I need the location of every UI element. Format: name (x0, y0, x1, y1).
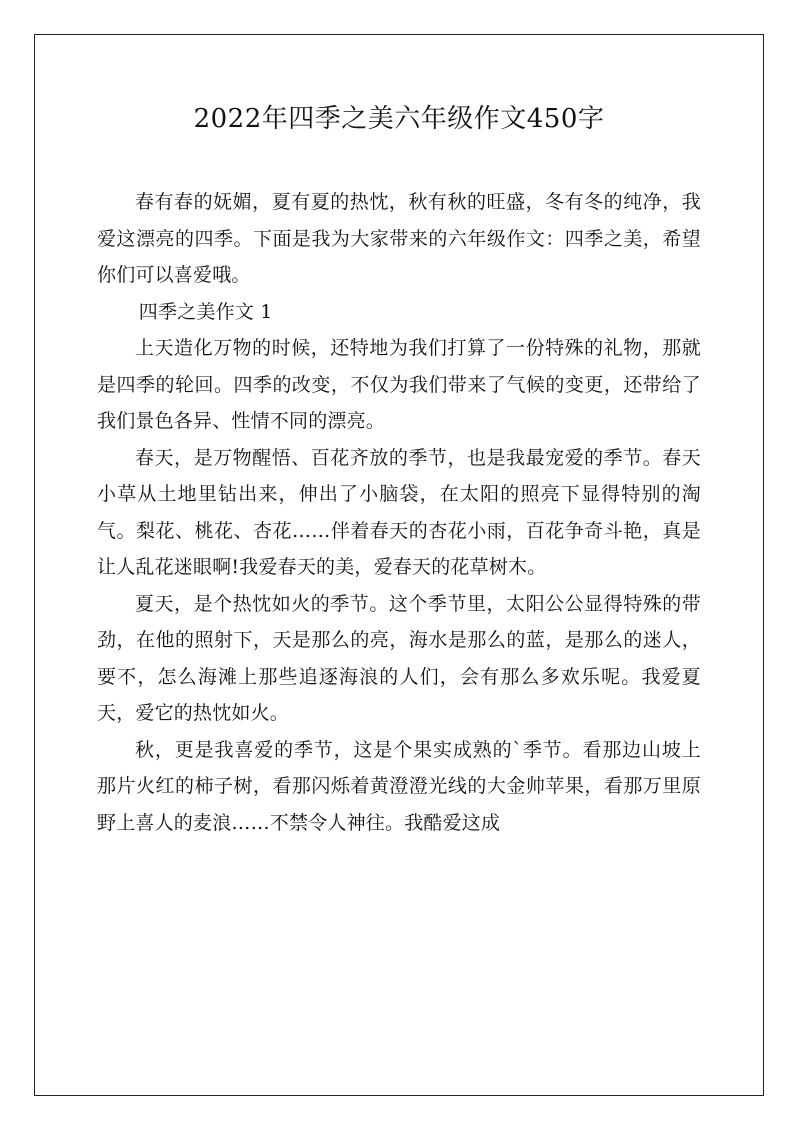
intro-paragraph: 春有春的妩媚，夏有夏的热忱，秋有秋的旺盛，冬有冬的纯净，我爱这漂亮的四季。下面是我为大家带来的六年级作文：四季之美，希望你们可以喜爱哦。 (97, 191, 701, 286)
paragraph-summer: 夏天，是个热忱如火的季节。这个季节里，太阳公公显得特殊的带劲，在他的照射下，天是那么的亮，海水是那么的蓝，是那么的迷人，要不，怎么海滩上那些追逐海浪的人们，会有那么多欢乐呢。我爱夏天，爱它的热忱如火。 (97, 592, 701, 724)
document-title: 2022年四季之美六年级作文450字 (193, 104, 605, 134)
paragraph-autumn: 秋，更是我喜爱的季节，这是个果实成熟的`季节。看那边山坡上那片火红的柿子树，看那闪烁着黄澄澄光线的大金帅苹果，看那万里原野上喜人的麦浪……不禁令人神往。我酷爱这成 (97, 738, 701, 834)
document-body (97, 184, 701, 841)
paragraph-spring: 春天，是万物醒悟、百花齐放的季节，也是我最宠爱的季节。春天小草从土地里钻出来，伸出了小脑袋，在太阳的照亮下显得特别的淘气。梨花、桃花、杏花……伴着春天的杏花小雨，百花争奇斗艳，真是让人乱花迷眼啊!我爱春天的美，爱春天的花草树木。 (97, 446, 701, 578)
paragraph-intro-seasons: 上天造化万物的时候，还特地为我们打算了一份特殊的礼物，那就是四季的轮回。四季的改变，不仅为我们带来了气候的变更，还带给了我们景色各异、性情不同的漂亮。 (97, 337, 701, 432)
section-heading: 四季之美作文 1 (138, 300, 273, 323)
